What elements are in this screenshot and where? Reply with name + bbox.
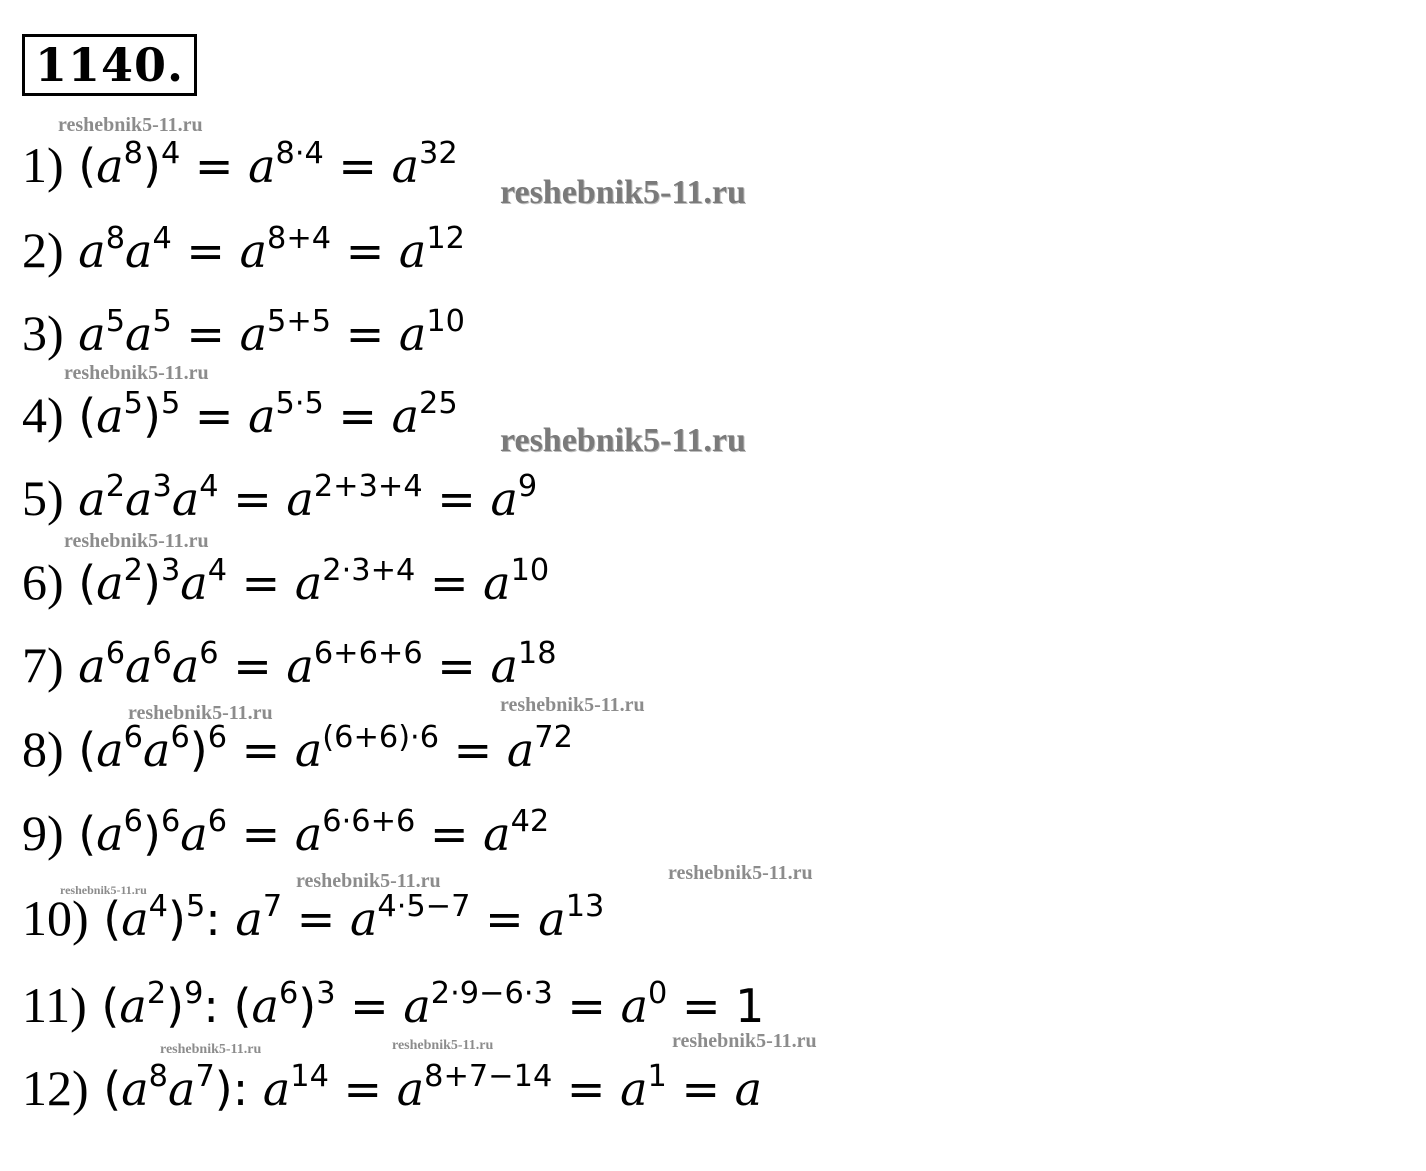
equation-line-9: 9) $(a^6)^6a^6 = a^{6\cdot 6+6} = a^{42}$ bbox=[22, 804, 550, 861]
equation-line-4: 4) $(a^5)^5 = a^{5\cdot 5} = a^{25}$ bbox=[22, 386, 458, 443]
watermark: reshebnik5-11.ru bbox=[392, 1038, 494, 1053]
watermark: reshebnik5-11.ru bbox=[60, 883, 147, 897]
watermark: reshebnik5-11.ru bbox=[668, 862, 813, 884]
watermark: reshebnik5-11.ru bbox=[672, 1030, 817, 1052]
equation-line-12: 12) $(a^8a^7)$: $a^{14} = a^{8+7-14} = a^1 = a$ bbox=[22, 1059, 763, 1116]
watermark: reshebnik5-11.ru bbox=[160, 1042, 262, 1057]
equation-line-10: 10) $(a^4)^5$: $a^7 = a^{4\cdot 5-7} = a^{13}$ bbox=[22, 889, 605, 946]
equation-line-8: 8) $(a^6a^6)^6 = a^{(6+6)\cdot 6} = a^{72}$ bbox=[22, 720, 573, 777]
equation-line-3: 3) $a^5a^5 = a^{5+5} = a^{10}$ bbox=[22, 304, 465, 361]
watermark: reshebnik5-11.ru bbox=[64, 362, 209, 384]
watermark: reshebnik5-11.ru bbox=[58, 114, 203, 136]
equation-line-2: 2) $a^8a^4 = a^{8+4} = a^{12}$ bbox=[22, 221, 465, 278]
watermark: reshebnik5-11.ru bbox=[500, 422, 746, 459]
equation-line-7: 7) $a^6a^6a^6 = a^{6+6+6} = a^{18}$ bbox=[22, 636, 557, 693]
watermark: reshebnik5-11.ru bbox=[128, 702, 273, 724]
watermark: reshebnik5-11.ru bbox=[296, 870, 441, 892]
equation-line-6: 6) $(a^2)^3a^4 = a^{2\cdot 3+4} = a^{10}$ bbox=[22, 553, 550, 610]
watermark: reshebnik5-11.ru bbox=[500, 694, 645, 716]
problem-number: 1140. bbox=[22, 34, 197, 96]
equation-line-11: 11) $(a^2)^9$: $(a^6)^3 = a^{2\cdot 9-6\cdot 3} = a^0 = 1$ bbox=[22, 976, 765, 1033]
watermark: reshebnik5-11.ru bbox=[64, 530, 209, 552]
equation-line-5: 5) $a^2a^3a^4 = a^{2+3+4} = a^9$ bbox=[22, 469, 538, 526]
watermark: reshebnik5-11.ru bbox=[500, 174, 746, 211]
equation-line-1: 1) $(a^8)^4 = a^{8\cdot 4} = a^{32}$ bbox=[22, 136, 458, 193]
